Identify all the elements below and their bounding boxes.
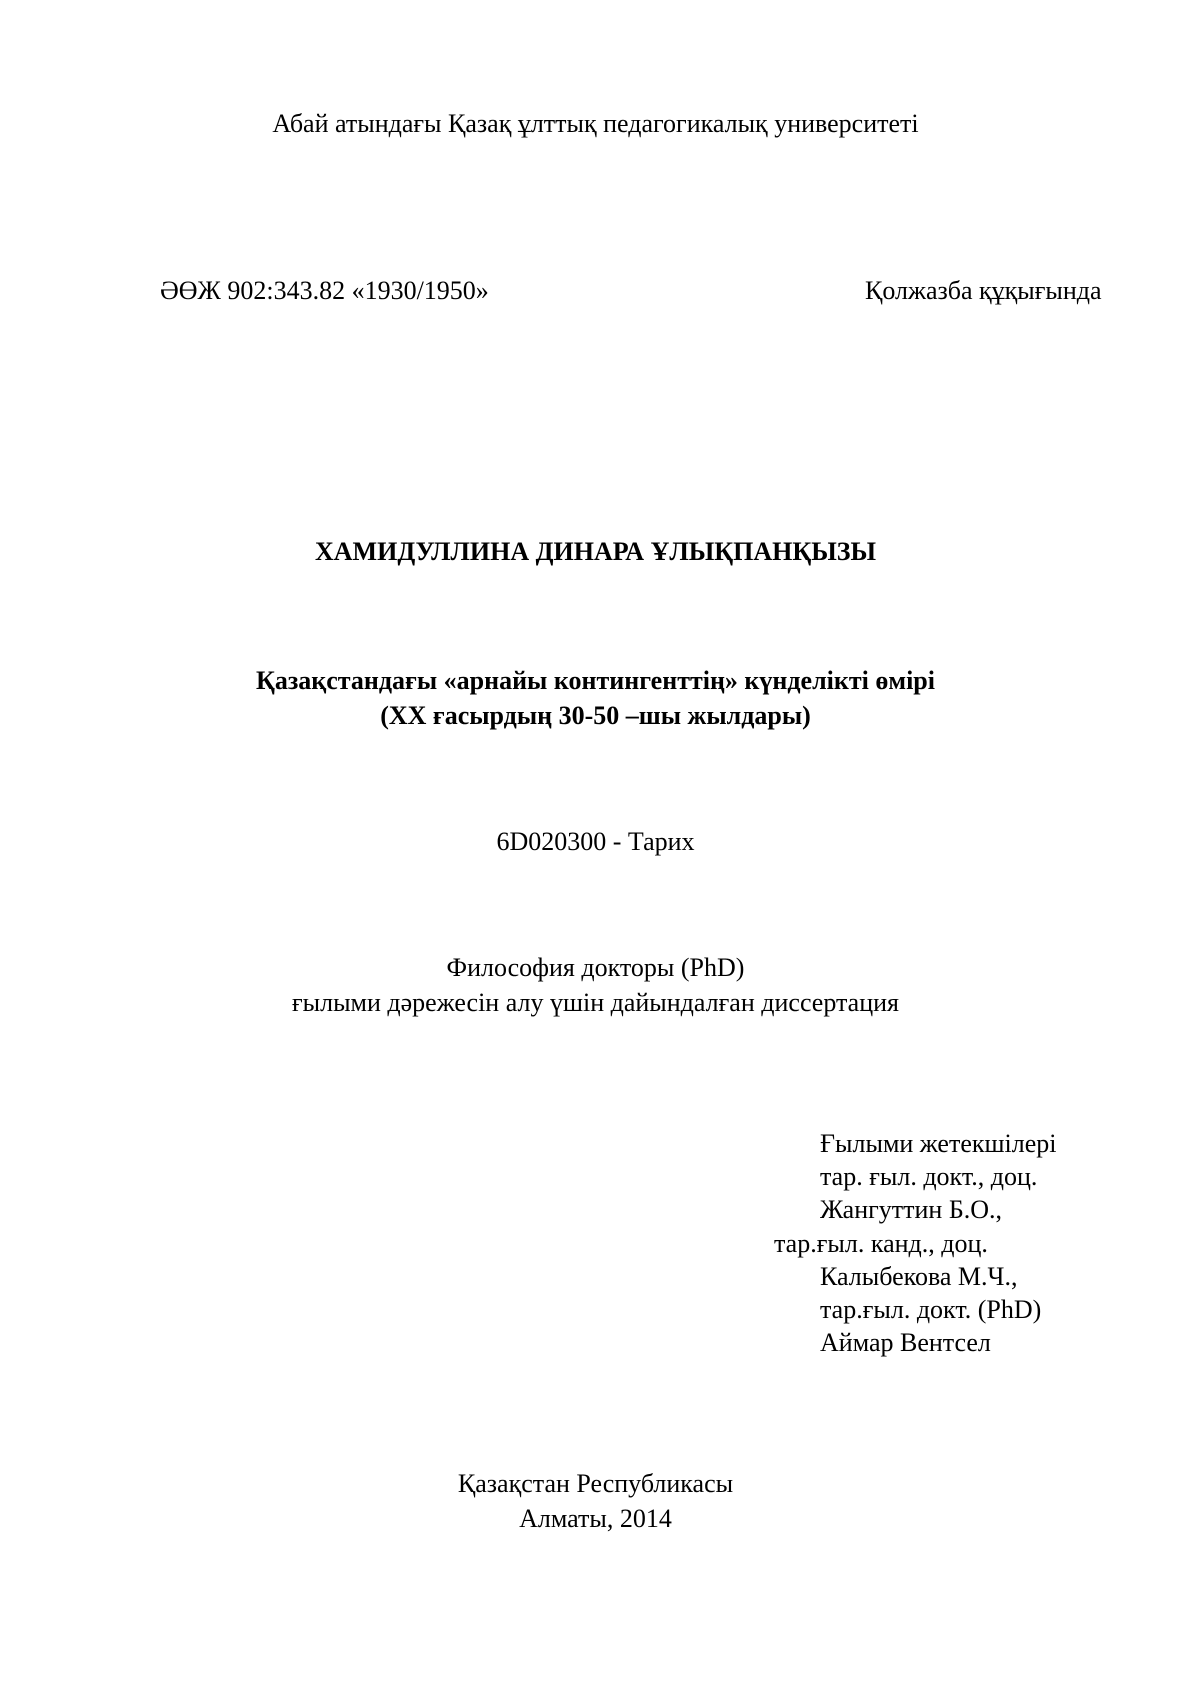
author-name: ХАМИДУЛЛИНА ДИНАРА ҰЛЫҚПАНҚЫЗЫ bbox=[315, 537, 876, 566]
thesis-title-line1: Қазақстандағы «арнайы контингенттің» күнделікті өмірі bbox=[255, 666, 935, 695]
degree-line2: ғылыми дәрежесін алу үшін дайындалған диссертация bbox=[291, 988, 900, 1017]
thesis-title-line2: (XX ғасырдың 30-50 –шы жылдары) bbox=[380, 701, 811, 730]
supervisor-1-title: тар. ғыл. докт., доц. bbox=[820, 1162, 1038, 1191]
manuscript-rights: Қолжазба құқығында bbox=[865, 276, 1102, 305]
supervisor-3-title: тар.ғыл. докт. (PhD) bbox=[820, 1295, 1042, 1324]
supervisor-1-name: Жангуттин Б.О., bbox=[820, 1195, 1003, 1224]
degree-line1: Философия докторы (PhD) bbox=[446, 953, 745, 982]
supervisor-2-name: Калыбекова М.Ч., bbox=[820, 1262, 1018, 1291]
footer-country: Қазақстан Республикасы bbox=[457, 1469, 734, 1498]
udc-code: ӘӨЖ 902:343.82 «1930/1950» bbox=[160, 276, 489, 305]
supervisor-2-title: тар.ғыл. канд., доц. bbox=[774, 1229, 988, 1258]
footer-city-year: Алматы, 2014 bbox=[519, 1504, 672, 1533]
university-name: Абай атындағы Қазақ ұлттық педагогикалық университеті bbox=[272, 109, 919, 138]
specialty-code: 6D020300 - Тарих bbox=[496, 827, 695, 856]
supervisor-3-name: Аймар Вентсел bbox=[820, 1328, 991, 1357]
supervisors-block bbox=[0, 1128, 1191, 1378]
supervisors-heading: Ғылыми жетекшілері bbox=[820, 1129, 1057, 1158]
